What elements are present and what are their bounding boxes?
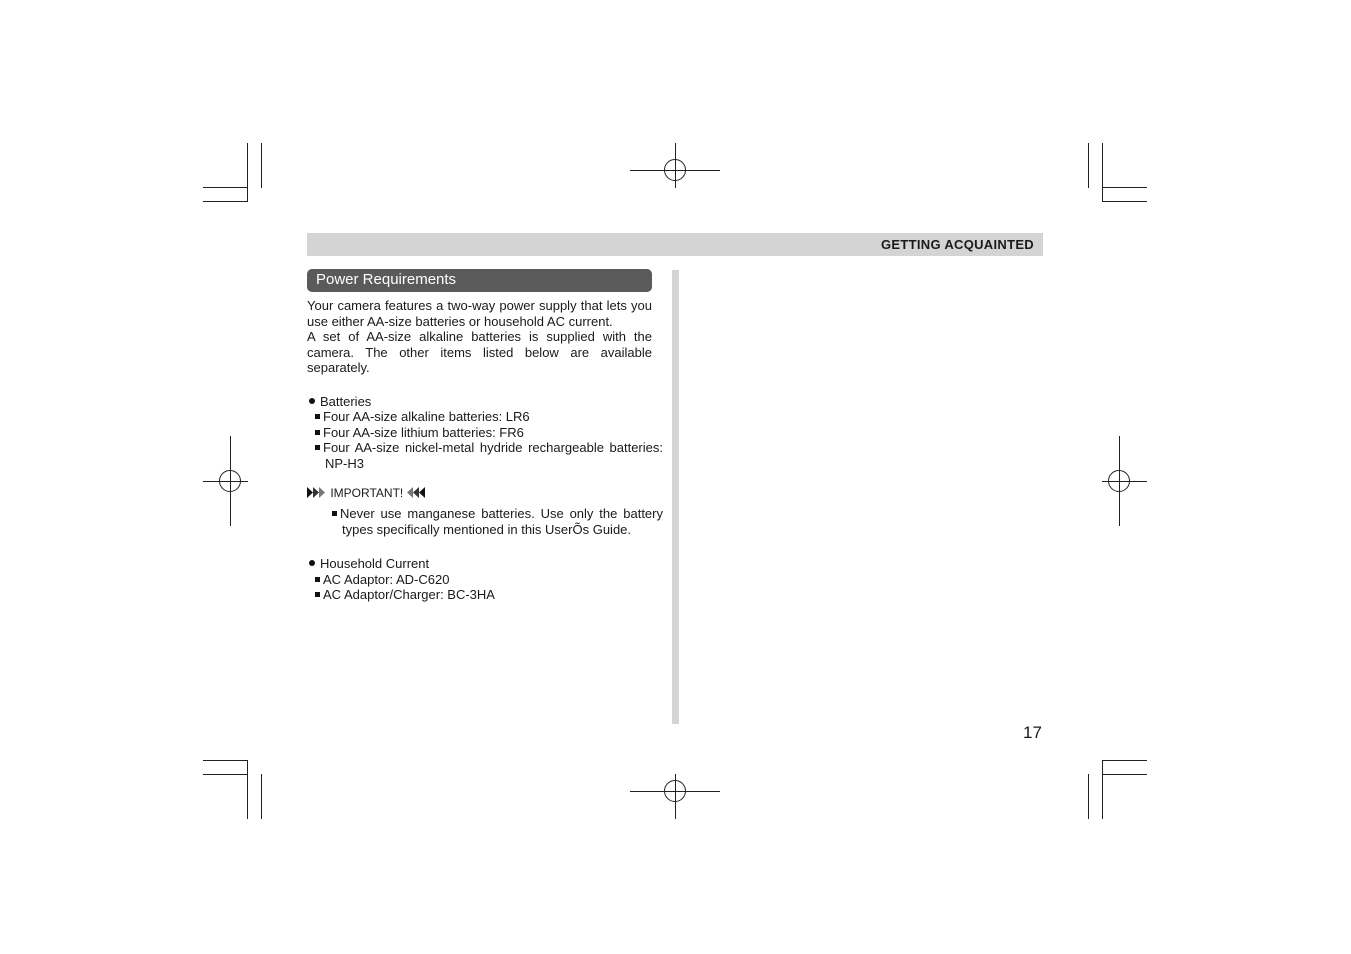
section-title: Power Requirements [316,271,457,288]
square-bullet-icon [315,430,320,435]
list-item: Four AA-size lithium batteries: FR6 [315,425,653,441]
household-heading: Household Current [309,556,429,572]
important-note: Never use manganese batteries. Use only the battery types specifically mentioned in this UserÕs Guide. [332,506,663,537]
list-item: AC Adaptor/Charger: BC-3HA [315,587,653,603]
chapter-title: GETTING ACQUAINTED [881,237,1034,252]
square-bullet-icon [315,577,320,582]
list-item: AC Adaptor: AD-C620 [315,572,653,588]
page-number: 17 [1023,723,1042,742]
chapter-header [307,233,1043,256]
section-title-bar [307,269,652,292]
intro-paragraph-2: A set of AA-size alkaline batteries is supplied with the camera. The other items listed below are available separately. [307,329,652,375]
square-bullet-icon [315,592,320,597]
batteries-heading: Batteries [309,394,371,410]
important-label: IMPORTANT! [307,486,427,502]
square-bullet-icon [315,414,320,419]
column-divider [672,270,679,724]
square-bullet-icon [332,511,337,516]
intro-paragraph-1: Your camera features a two-way power supply that lets you use either AA-size batteries or household AC current. [307,298,652,329]
bullet-dot-icon [309,560,315,566]
bullet-dot-icon [309,398,315,404]
list-item: Four AA-size alkaline batteries: LR6 [315,409,653,425]
list-item: Four AA-size nickel-metal hydride rechargeable batteries: NP-H3 [315,440,663,471]
square-bullet-icon [315,445,320,450]
arrows-left-icon [407,487,427,498]
arrows-right-icon [307,487,327,498]
